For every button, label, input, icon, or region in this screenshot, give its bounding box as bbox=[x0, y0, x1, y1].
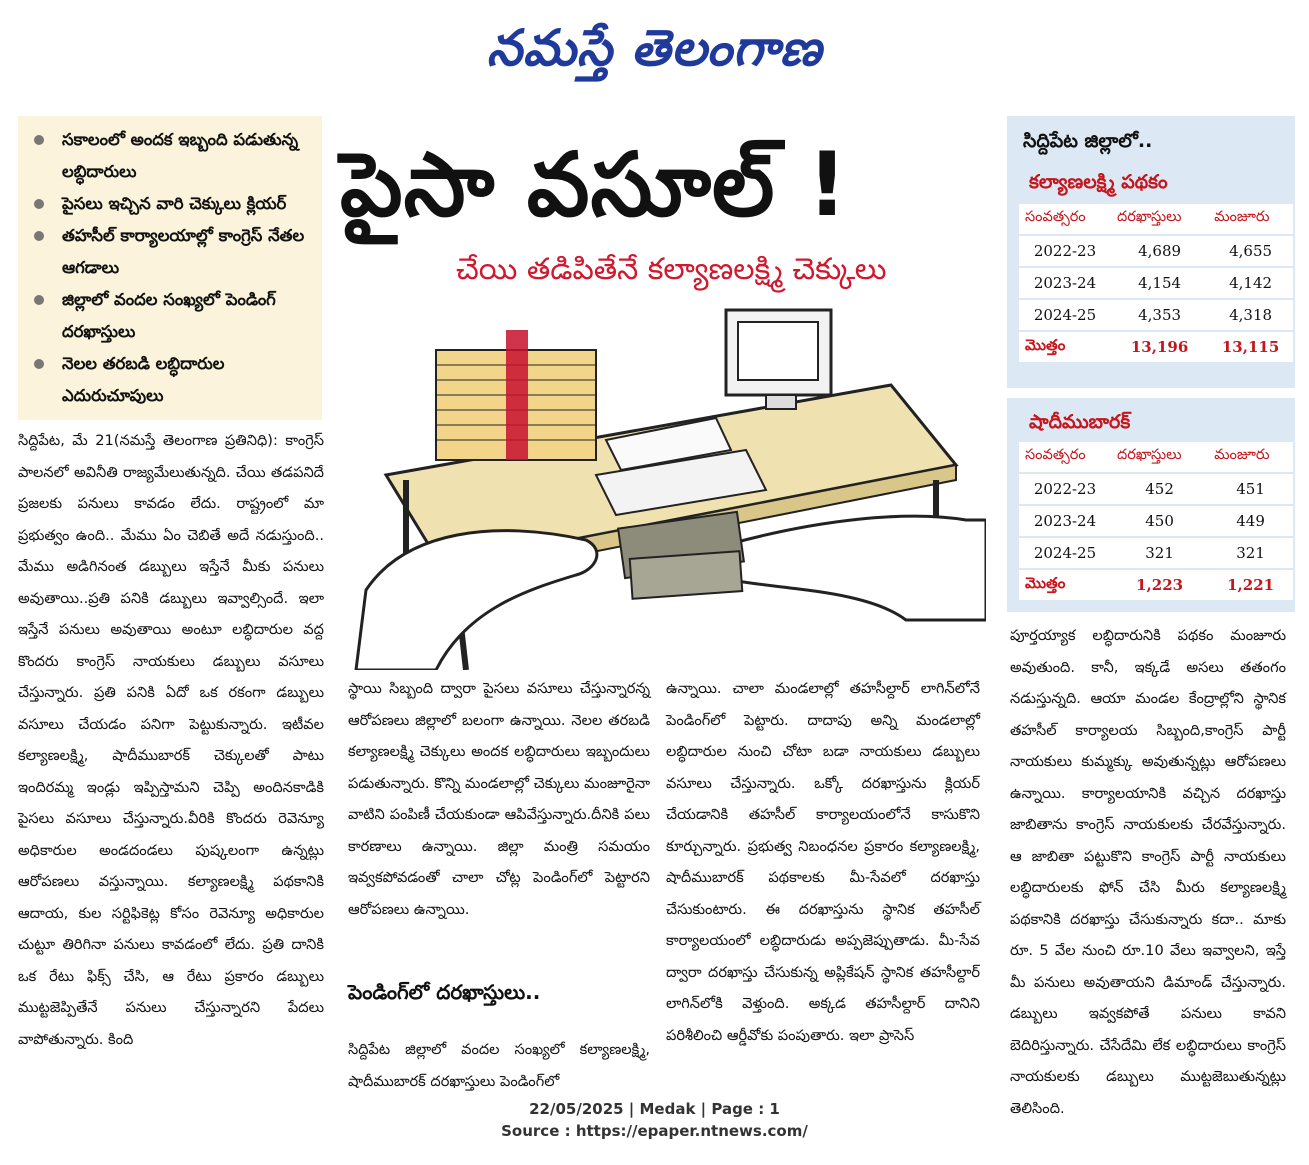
table-cell: 2024-25 bbox=[1019, 300, 1111, 330]
section-subheading: పెండింగ్‌లో దరఖాస్తులు.. bbox=[348, 980, 541, 1004]
table-cell: 321 bbox=[1208, 538, 1293, 568]
highlight-item bbox=[32, 284, 322, 348]
column-header: మంజూరు bbox=[1208, 442, 1293, 472]
table-header-row bbox=[1019, 442, 1293, 472]
source-link[interactable]: Source : https://epaper.ntnews.com/ bbox=[501, 1122, 808, 1140]
page-footer bbox=[0, 1098, 1309, 1142]
table-row bbox=[1019, 506, 1293, 536]
table-cell: 452 bbox=[1111, 474, 1208, 504]
table-cell: మొత్తం bbox=[1019, 570, 1111, 600]
highlights-list bbox=[18, 116, 322, 412]
column-header: సంవత్సరం bbox=[1019, 204, 1111, 234]
shadi-mubarak-stats-panel bbox=[1007, 398, 1295, 612]
table-cell: 1,221 bbox=[1208, 570, 1293, 600]
article-column-2-continued: సిద్దిపేట జిల్లాలో వందల సంఖ్యలో కల్యాణలక్ష్మి, షాదీముబారక్ దరఖాస్తులు పెండింగ్‌లో bbox=[348, 1041, 650, 1090]
highlight-text: జిల్లాలో వందల సంఖ్యలో పెండింగ్ దరఖాస్తులు bbox=[62, 290, 276, 341]
table-cell: 2023-24 bbox=[1019, 268, 1111, 298]
subheadline: చేయి తడిపితేనే కల్యాణలక్ష్మి చెక్కులు bbox=[456, 252, 887, 287]
district-heading: సిద్దిపేట జిల్లాలో.. bbox=[1023, 130, 1153, 152]
highlight-item bbox=[32, 220, 322, 284]
table-cell: 4,655 bbox=[1208, 236, 1293, 266]
table-cell: 2023-24 bbox=[1019, 506, 1111, 536]
column-header: దరఖాస్తులు bbox=[1111, 442, 1208, 472]
highlight-text: పైసలు ఇచ్చిన వారి చెక్కులు క్లియర్ bbox=[62, 194, 287, 213]
kalyana-lakshmi-stats-panel bbox=[1007, 116, 1295, 388]
article-column-4: పూర్తయ్యాక లబ్ధిదారునికి పథకం మంజూరు అవుతుంది. కానీ, ఇక్కడే అసలు తతంగం నడుస్తున్నది. ఆయా మండల కేంద్రాల్లోని స్థానిక తహసీల్ కార్యాలయ సిబ్బంది,కాంగ్రెస్ పార్టీ నాయకులు కుమ్మక్కు అవుతున్నట్లు ఆరోపణలు ఉన్నాయి. కార్యాలయానికి వచ్చిన దరఖాస్తు జాబితాను కాంగ్రెస్ నాయకులకు చేరవేస్తున్నారు. ఆ జాబితా పట్టుకొని కాంగ్రెస్ పార్టీ నాయకులు లబ్ధిదారులకు ఫోన్ చేసి మీరు కల్యాణలక్ష్మి పథకానికి దరఖాస్తు చేసుకున్నారు కదా.. మాకు రూ. 5 వేల నుంచి రూ.10 వేలు ఇవ్వాలని, ఇస్తే మీ పనులు అవుతాయని డిమాండ్ చేస్తున్నారు. డబ్బులు ఇవ్వకపోతే పనులు కావని బెదిరిస్తున్నారు. చేసేదేమి లేక లబ్ధిదారులు కాంగ్రెస్ నాయకులకు డబ్బులు ముట్టజెబుతున్నట్లు తెలిసింది. bbox=[1010, 627, 1286, 1117]
highlight-item bbox=[32, 124, 322, 188]
table-cell: 450 bbox=[1111, 506, 1208, 536]
edition-info: 22/05/2025 | Medak | Page : 1 bbox=[529, 1100, 780, 1118]
column-header: దరఖాస్తులు bbox=[1111, 204, 1208, 234]
highlight-item bbox=[32, 188, 322, 220]
kalyana-lakshmi-table bbox=[1019, 202, 1293, 364]
table-row bbox=[1019, 300, 1293, 330]
highlight-text: తహసీల్ కార్యాలయాల్లో కాంగ్రెస్ నేతల ఆగడాలు bbox=[62, 226, 305, 277]
highlight-text: నెలల తరబడి లబ్ధిదారుల ఎదురుచూపులు bbox=[62, 354, 225, 405]
table-header-row bbox=[1019, 204, 1293, 234]
bribe-illustration bbox=[346, 290, 986, 670]
table-cell: 2022-23 bbox=[1019, 474, 1111, 504]
shadi-mubarak-title: షాదీముబారక్ bbox=[1029, 411, 1131, 433]
table-cell: 4,689 bbox=[1111, 236, 1208, 266]
table-cell: 2024-25 bbox=[1019, 538, 1111, 568]
table-row bbox=[1019, 236, 1293, 266]
table-cell: 321 bbox=[1111, 538, 1208, 568]
table-cell: 449 bbox=[1208, 506, 1293, 536]
table-cell: 13,196 bbox=[1111, 332, 1208, 362]
column-header: మంజూరు bbox=[1208, 204, 1293, 234]
bullet-icon bbox=[34, 199, 44, 209]
bullet-icon bbox=[34, 295, 44, 305]
table-row bbox=[1019, 268, 1293, 298]
highlights-box bbox=[18, 116, 322, 420]
bullet-icon bbox=[34, 359, 44, 369]
column-header: సంవత్సరం bbox=[1019, 442, 1111, 472]
article-column-2: స్థాయి సిబ్బంది ద్వారా పైసలు వసూలు చేస్తున్నారన్న ఆరోపణలు జిల్లాలో బలంగా ఉన్నాయి. నెలల తరబడి కల్యాణలక్ష్మి చెక్కులు అందక లబ్ధిదారులు ఇబ్బందులు పడుతున్నారు. కొన్ని మండలాల్లో చెక్కులు మంజూరైనా వాటిని పంపిణీ చేయకుండా ఆపివేస్తున్నారు.దీనికి పలు కారణాలు ఉన్నాయి. జిల్లా మంత్రి సమయం ఇవ్వకపోవడంతో చాలా చోట్ల పెండింగ్‌లో పెట్టారని ఆరోపణలు ఉన్నాయి. bbox=[348, 680, 650, 918]
bullet-icon bbox=[34, 135, 44, 145]
table-total-row bbox=[1019, 570, 1293, 600]
article-column-3: ఉన్నాయి. చాలా మండలాల్లో తహసీల్దార్ లాగిన్‌లోనే పెండింగ్‌లో పెట్టారు. దాదాపు అన్ని మండలాల్లో లబ్ధిదారుల నుంచి చోటా బడా నాయకులు డబ్బులు వసూలు చేస్తున్నారు. ఒక్కో దరఖాస్తును క్లియర్ చేయడానికి తహసీల్ కార్యాలయంలోనే కాసుకొని కూర్చున్నారు. ప్రభుత్వ నిబంధనల ప్రకారం కల్యాణలక్ష్మి, షాదీముబారక్ పథకాలకు మీ-సేవలో దరఖాస్తు చేసుకుంటారు. ఈ దరఖాస్తును స్థానిక తహసీల్ కార్యాలయంలో లబ్ధిదారుడు అప్పజెప్పుతాడు. మీ-సేవ ద్వారా దరఖాస్తు చేసుకున్న అప్లికేషన్ స్థానిక తహసీల్దార్ లాగిన్‌లోకి వెళ్తుంది. అక్కడ తహసీల్దార్ దానిని పరిశీలించి ఆర్డీవోకు పంపుతారు. ఇలా ప్రాసెస్ bbox=[666, 680, 980, 1044]
table-cell: 1,223 bbox=[1111, 570, 1208, 600]
highlight-text: సకాలంలో అందక ఇబ్బంది పడుతున్న లబ్ధిదారులు bbox=[62, 130, 299, 181]
table-cell: 4,318 bbox=[1208, 300, 1293, 330]
masthead: నమస్తే తెలంగాణ bbox=[486, 19, 823, 77]
headline: పైసా వసూల్ ! bbox=[340, 133, 849, 236]
table-cell: 451 bbox=[1208, 474, 1293, 504]
table-cell: 13,115 bbox=[1208, 332, 1293, 362]
highlight-item bbox=[32, 348, 322, 412]
table-cell: 4,154 bbox=[1111, 268, 1208, 298]
table-row bbox=[1019, 538, 1293, 568]
table-cell: 2022-23 bbox=[1019, 236, 1111, 266]
table-row bbox=[1019, 474, 1293, 504]
article-column-1: సిద్దిపేట, మే 21(నమస్తే తెలంగాణ ప్రతినిధి): కాంగ్రెస్ పాలనలో అవినీతి రాజ్యమేలుతున్నది. చేయి తడపనిదే ప్రజలకు పనులు కావడం లేదు. రాష్ట్రంలో మా ప్రభుత్వం ఉంది.. మేము ఏం చెబితే అదే నడుస్తుంది.. మేము అడిగినంత డబ్బులు ఇస్తేనే మీకు పనులు అవుతాయి..ప్రతి పనికి డబ్బులు ఇవ్వాల్సిందే. ఇలా ఇస్తేనే పనులు అవుతాయి అంటూ లబ్ధిదారుల వద్ద కొందరు కాంగ్రెస్ నాయకులు డబ్బులు వసూలు చేస్తున్నారు. ప్రతి పనికి ఏదో ఒక రకంగా డబ్బులు వసూలు చేయడం పనిగా పెట్టుకున్నారు. ఇటీవల కల్యాణలక్ష్మి, షాదీముబారక్ చెక్కులతో పాటు ఇందిరమ్మ ఇండ్లు ఇప్పిస్తామని చెప్పి అందినకాడికి పైసలు వసూలు చేస్తున్నారు.వీరికి కొందరు రెవెన్యూ అధికారుల అండదండలు పుష్కలంగా ఉన్నట్లు ఆరోపణలు వస్తున్నాయి. కల్యాణలక్ష్మి పథకానికి ఆదాయ, కుల సర్టిఫికెట్ల కోసం రెవెన్యూ అధికారుల చుట్టూ తిరిగినా పనులు కావడంలో లేదు. ప్రతి దానికి ఒక రేటు ఫిక్స్ చేసి, ఆ రేటు ప్రకారం డబ్బులు ముట్టజెప్పితేనే పనులు చేస్తున్నారని పేదలు వాపోతున్నారు. కింది bbox=[18, 432, 324, 1048]
table-cell: మొత్తం bbox=[1019, 332, 1111, 362]
table-cell: 4,142 bbox=[1208, 268, 1293, 298]
bullet-icon bbox=[34, 231, 44, 241]
kalyana-lakshmi-title: కల్యాణలక్ష్మి పథకం bbox=[1029, 171, 1168, 193]
shadi-mubarak-table bbox=[1019, 440, 1293, 602]
table-total-row bbox=[1019, 332, 1293, 362]
table-cell: 4,353 bbox=[1111, 300, 1208, 330]
